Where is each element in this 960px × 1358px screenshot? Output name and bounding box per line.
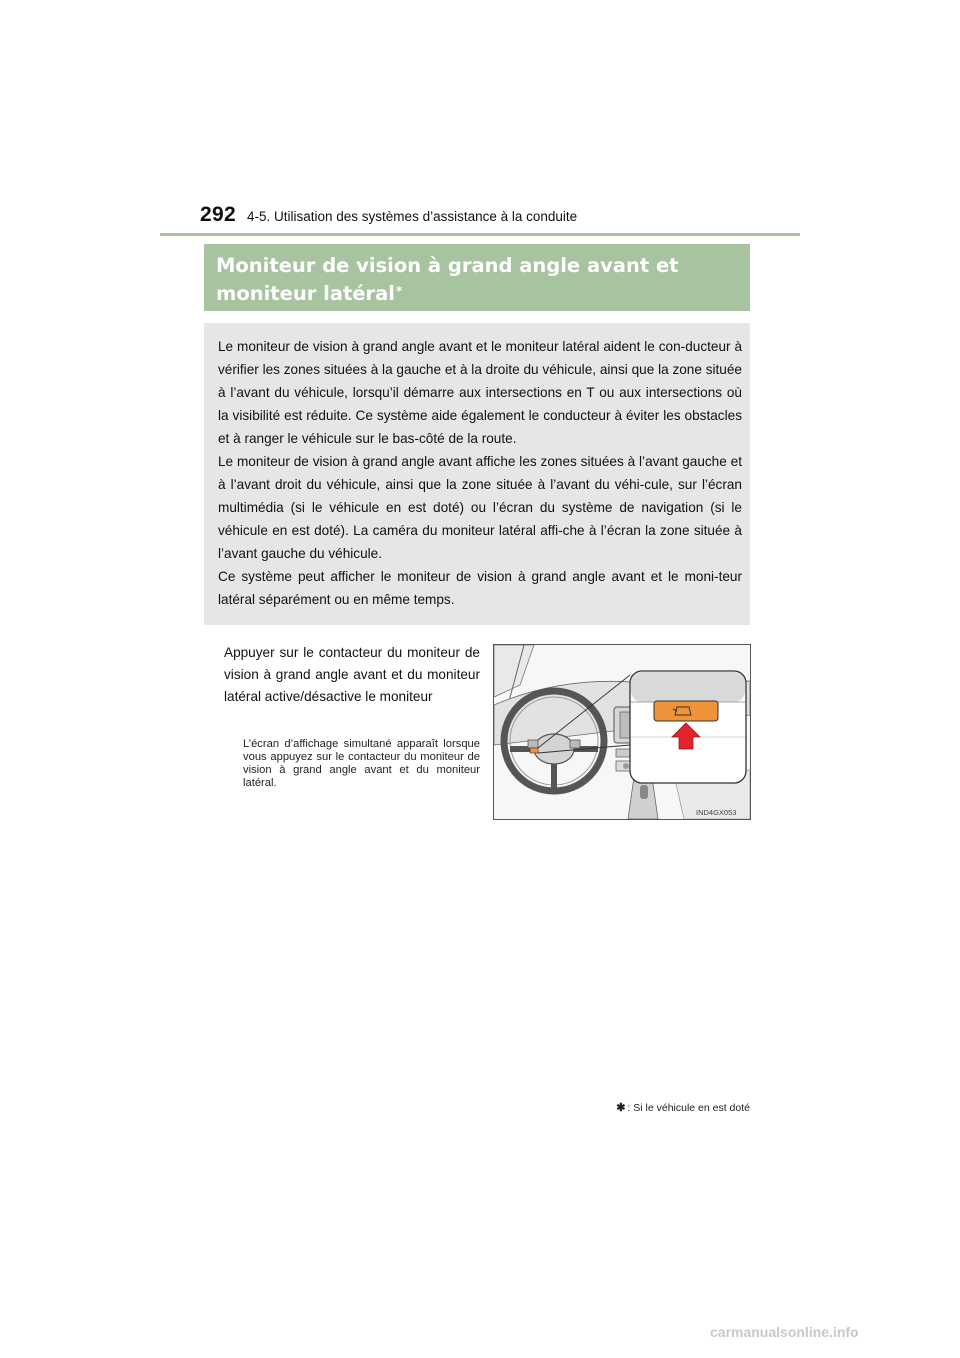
header-rule <box>160 233 800 236</box>
intro-box <box>204 323 750 625</box>
intro-paragraph-3: Ce système peut afficher le moniteur de vision à grand angle avant et le moni-teur latéral séparément ou en même temps. <box>218 569 742 607</box>
footnote <box>612 1101 750 1114</box>
intro-text <box>218 335 742 611</box>
figure-code: IND4GX053 <box>696 808 737 817</box>
intro-paragraph-2: Le moniteur de vision à grand angle avant affiche les zones situées à l’avant gauche et à l’avant droit du véhicule, ainsi que la zone située à l’avant du véhi-cule, sur l’écran multimédia (si le véhicule en est doté) ou l’écran du système de navigation (si le véhicule en est doté). La caméra du moniteur latéral affi-che à l’écran la zone située à l’avant gauche du véhicule. <box>218 454 742 561</box>
footnote-text: : Si le véhicule en est doté <box>627 1102 750 1114</box>
page-title <box>216 252 746 308</box>
title-asterisk: * <box>395 284 403 298</box>
title-banner <box>204 244 750 311</box>
monitor-switch-button <box>654 701 718 721</box>
step-note: L’écran d’affichage simultané apparaît lorsque vous appuyez sur le contacteur du moniteur de vision à grand angle avant et du moniteur latéral. <box>243 738 480 789</box>
step-instruction: Appuyer sur le contacteur du moniteur de vision à grand angle avant et du moniteur latéral active/désactive le moniteur <box>224 645 480 704</box>
page-number: 292 <box>200 203 236 226</box>
dashboard-illustration <box>494 645 750 819</box>
watermark: carmanualsonline.info <box>710 1324 859 1340</box>
section-title: 4-5. Utilisation des systèmes d’assistance à la conduite <box>247 209 578 224</box>
intro-paragraph-1: Le moniteur de vision à grand angle avant et le moniteur latéral aident le con-ducteur à vérifier les zones situées à la gauche et à la droite du véhicule, ainsi que la zone située à l’avant du véhicule, lorsqu’il démarre aux intersections en T ou aux intersections où la visibilité est réduite. Ce système aide également le conducteur à éviter les obstacles et à ranger le véhicule sur le bas-côté de la route. <box>218 339 742 446</box>
footnote-star-icon: ✱ <box>616 1102 626 1114</box>
switch-callout <box>630 671 746 783</box>
dashboard-figure <box>493 644 751 820</box>
page-title-text: Moniteur de vision à grand angle avant et moniteur latéral <box>216 254 679 305</box>
